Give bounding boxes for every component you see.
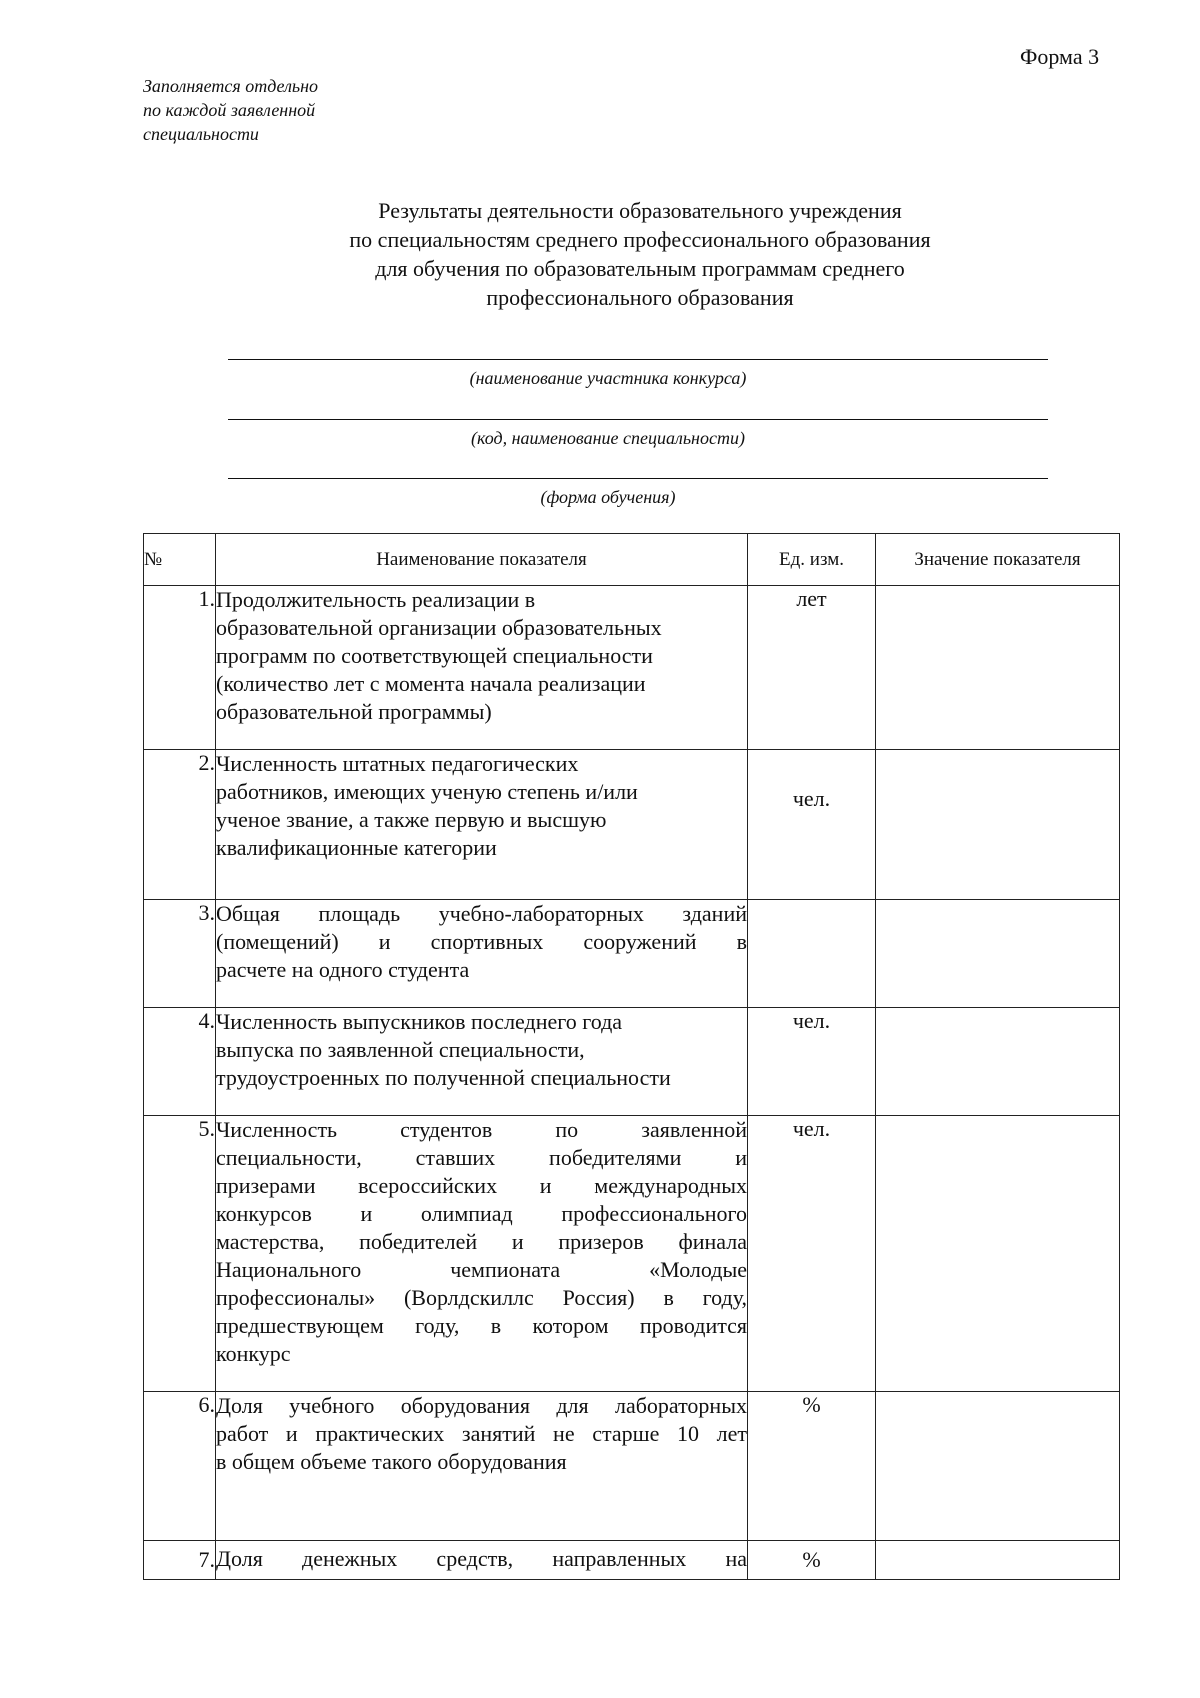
indicator-name-line: призерами всероссийских и международных [216,1173,747,1198]
indicator-name-line: Доля учебного оборудования для лабораторных [216,1393,747,1418]
indicator-name-line: Численность студентов по заявленной [216,1117,747,1142]
row-number: 7. [144,1541,216,1580]
caption-participant-name: (наименование участника конкурса) [469,368,747,388]
indicator-name-line: выпуска по заявленной специальности, [216,1037,585,1062]
table-row [144,1008,1120,1116]
table-row [144,1541,1120,1580]
unit-cell: лет [748,586,876,750]
indicator-name-line: ученое звание, а также первую и высшую [216,807,607,832]
title-line: для обучения по образовательным программам среднего [375,256,905,281]
indicator-name-line: образовательной программы) [216,699,492,724]
title-line: по специальностям среднего профессионального образования [349,227,931,252]
header-number: № [144,534,216,586]
table-row [144,750,1120,900]
table-row [144,1116,1120,1392]
indicator-name [216,900,748,1008]
form-number: Форма 3 [1020,44,1100,69]
indicator-name [216,750,748,900]
indicator-name [216,1392,748,1541]
unit-cell [748,900,876,1008]
indicator-name-line: расчете на одного студента [216,957,470,982]
unit-cell: чел. [748,1116,876,1392]
value-cell[interactable] [876,1541,1120,1580]
indicator-name [216,1116,748,1392]
indicator-name-line: предшествующем году, в котором проводится [216,1313,747,1338]
indicator-name-line: Общая площадь учебно-лабораторных зданий [216,901,747,926]
indicator-name-line: работ и практических занятий не старше 10 лет [216,1421,747,1446]
indicator-name-line: (помещений) и спортивных сооружений в [216,929,747,954]
indicator-name-line: Доля денежных средств, направленных на [216,1546,747,1571]
note-line: специальности [143,124,259,144]
value-cell[interactable] [876,750,1120,900]
value-cell[interactable] [876,1116,1120,1392]
indicator-name-line: Численность выпускников последнего года [216,1009,623,1034]
caption-specialty: (код, наименование специальности) [471,428,745,448]
row-number: 2. [144,750,216,900]
indicator-name-line: трудоустроенных по полученной специальности [216,1065,671,1090]
indicator-name-line: программ по соответствующей специальности [216,643,653,668]
document-title [200,196,1080,312]
blank-line-study-form [228,478,1048,479]
value-cell[interactable] [876,1392,1120,1541]
header-unit: Ед. изм. [748,534,876,586]
indicator-name-line: специальности, ставших победителями и [216,1145,747,1170]
row-number: 1. [144,586,216,750]
indicator-name-line: работников, имеющих ученую степень и/или [216,779,638,804]
title-line: профессионального образования [486,285,794,310]
indicator-name-line: Продолжительность реализации в [216,587,536,612]
value-cell[interactable] [876,586,1120,750]
unit-cell: чел. [748,750,876,900]
table-row [144,586,1120,750]
header-indicator-name: Наименование показателя [216,534,748,586]
table-header-row [144,534,1120,586]
indicator-name-line: мастерства, победителей и призеров финала [216,1229,747,1254]
row-number: 3. [144,900,216,1008]
header-indicator-value: Значение показателя [876,534,1120,586]
value-cell[interactable] [876,1008,1120,1116]
title-line: Результаты деятельности образовательного учреждения [378,198,902,223]
row-number: 5. [144,1116,216,1392]
indicator-name-line: (количество лет с момента начала реализации [216,671,646,696]
note-line: по каждой заявленной [143,100,316,120]
indicator-name [216,586,748,750]
indicator-name-line: конкурсов и олимпиад профессионального [216,1201,747,1226]
indicator-name-line: квалификационные категории [216,835,497,860]
unit-cell: % [748,1392,876,1541]
row-number: 6. [144,1392,216,1541]
table-row [144,900,1120,1008]
indicators-table [143,533,1120,1580]
indicator-name [216,1541,748,1580]
unit-cell: чел. [748,1008,876,1116]
unit-cell: % [748,1541,876,1580]
value-cell[interactable] [876,900,1120,1008]
indicator-name-line: конкурс [216,1341,291,1366]
row-number: 4. [144,1008,216,1116]
caption-study-form: (форма обучения) [540,487,676,507]
indicator-name-line: профессионалы» (Ворлдскиллс Россия) в году, [216,1285,747,1310]
fill-instruction-note [143,74,403,146]
note-line: Заполняется отдельно [143,76,319,96]
indicator-name-line: образовательной организации образовательных [216,615,662,640]
indicator-name-line: Национального чемпионата «Молодые [216,1257,747,1282]
table-row [144,1392,1120,1541]
indicator-name-line: Численность штатных педагогических [216,751,579,776]
blank-line-participant [228,359,1048,360]
indicator-name [216,1008,748,1116]
indicator-name-line: в общем объеме такого оборудования [216,1449,567,1474]
blank-line-specialty [228,419,1048,420]
